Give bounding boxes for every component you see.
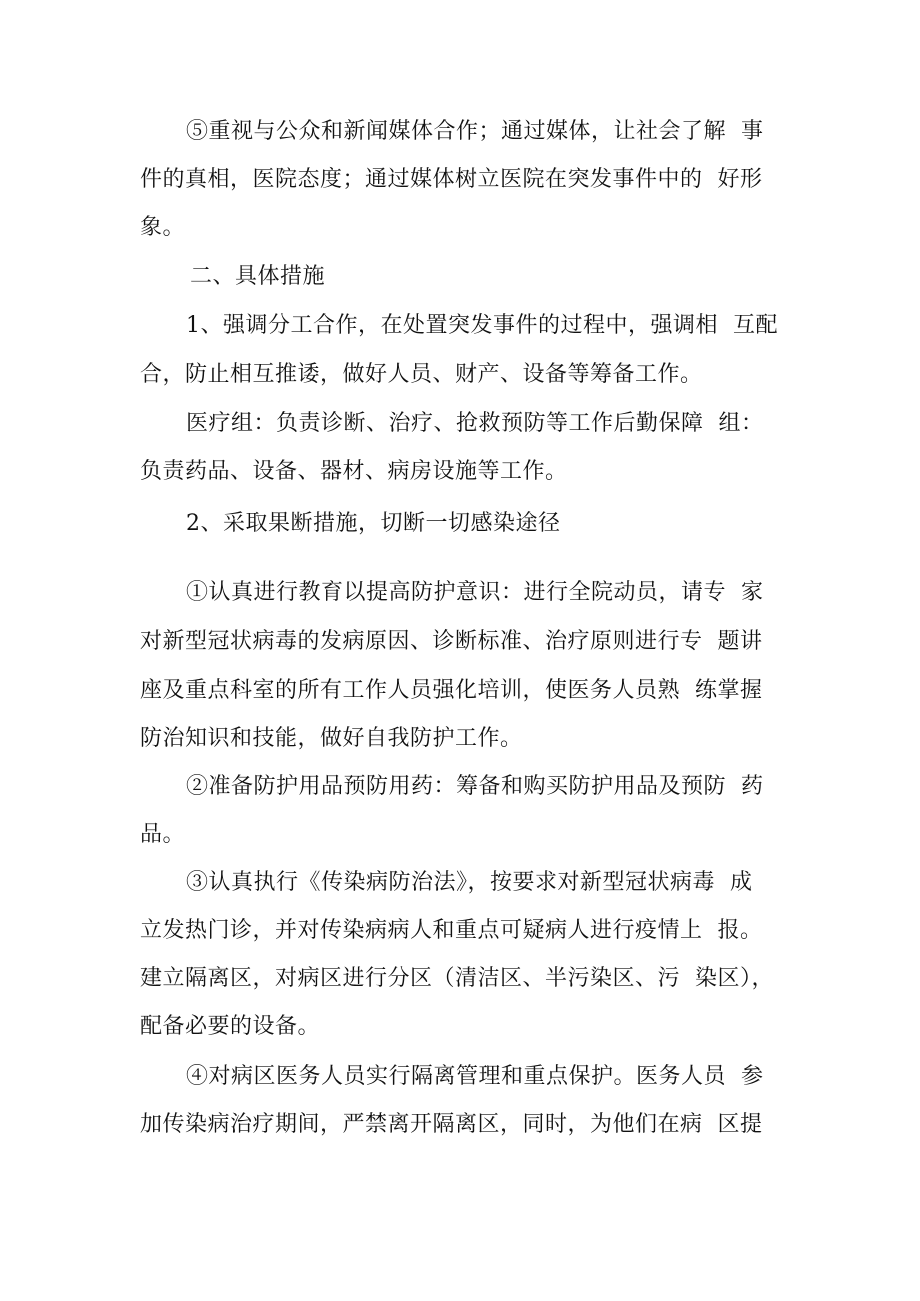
paragraph-line: 座及重点科室的所有工作人员强化培训，使医务人员熟 练掌握	[140, 678, 763, 703]
paragraph-line: 合，防止相互推诿，做好人员、财产、设备等筹备工作。	[140, 362, 703, 387]
paragraph-line: 立发热门诊，并对传染病病人和重点可疑病人进行疫情上 报。	[140, 918, 763, 943]
paragraph-line: ④对病区医务人员实行隔离管理和重点保护。医务人员 参	[186, 1064, 764, 1089]
paragraph-line: 加传染病治疗期间，严禁离开隔离区，同时，为他们在病 区提	[140, 1112, 763, 1137]
paragraph-line: 医疗组：负责诊断、治疗、抢救预防等工作后勤保障 组：	[186, 411, 764, 436]
paragraph-line: ⑤重视与公众和新闻媒体合作；通过媒体，让社会了解 事	[186, 119, 764, 144]
paragraph-line: 对新型冠状病毒的发病原因、诊断标准、治疗原则进行专 题讲	[140, 629, 763, 654]
paragraph-line: 象。	[140, 215, 186, 240]
paragraph-line: ②准备防护用品预防用药：筹备和购买防护用品及预防 药	[186, 774, 764, 799]
paragraph-line: 建立隔离区，对病区进行分区（清洁区、半污染区、污 染区），	[140, 966, 774, 991]
paragraph-line: 负责药品、设备、器材、病房设施等工作。	[140, 459, 568, 484]
section-heading: 二、具体措施	[190, 264, 326, 289]
paragraph-line: 防治知识和技能，做好自我防护工作。	[140, 726, 523, 751]
subsection-heading: 2、采取果断措施，切断一切感染途径	[186, 511, 561, 536]
paragraph-line: ①认真进行教育以提高防护意识：进行全院动员，请专 家	[186, 580, 764, 605]
paragraph-line: 1、强调分工合作，在处置突发事件的过程中，强调相 互配	[186, 313, 778, 338]
paragraph-line: 件的真相，医院态度；通过媒体树立医院在突发事件中的 好形	[140, 167, 763, 192]
paragraph-line: 品。	[140, 822, 186, 847]
paragraph-line: 配备必要的设备。	[140, 1014, 321, 1039]
paragraph-line: ③认真执行《传染病防治法》，按要求对新型冠状病毒 成	[186, 870, 753, 895]
